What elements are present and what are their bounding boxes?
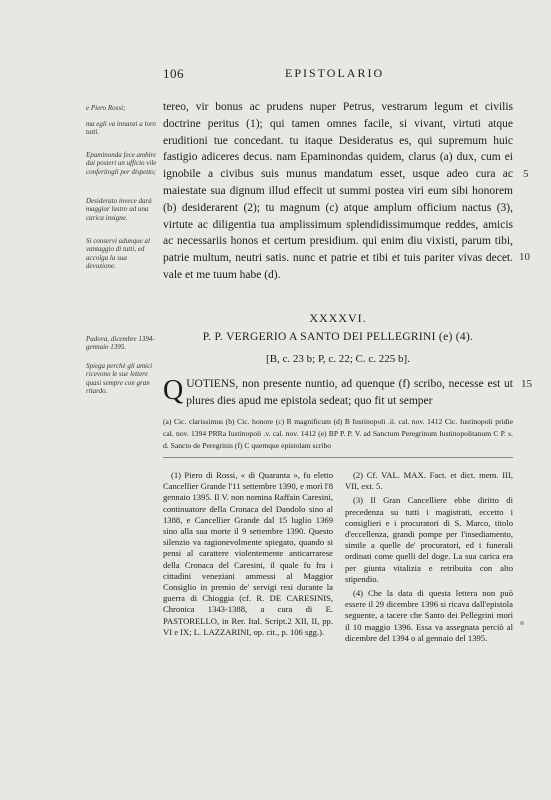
drop-cap: Q	[163, 375, 184, 406]
manuscript-sigla: [B, c. 23 b; P, c. 22; C. c. 225 b].	[266, 353, 410, 365]
running-title: EPISTOLARIO	[285, 66, 385, 80]
critical-apparatus: (a) Cic. clarissimus (b) Cic. honore (c) R magnificum (d) B Iustinopoli .ii. cal. nov. 1412 Cic. Iustinopoli pridie cal. nov. 1394 PRRa Iustinopoli .v. cal. nov. 1412 (e) BP P. P. V. ad Sanctum Peregrinum Iustinopolitanum C P. s. d. Sancto de Peregrinis (f) C quemque epistolam scribo	[163, 417, 513, 450]
incipit-text: UOTIENS, non presente nuntio, ad quenque (f) scribo, necesse est ut plures dies apud me epistola sedeat; quo fit ut semper	[186, 378, 513, 407]
marginal-note: Desiderato invece darà maggior lustro ad una carica insigne.	[86, 197, 152, 222]
footnotes-right-column	[345, 470, 513, 647]
marginal-note: ma egli va innanzi a loro tutti.	[86, 120, 156, 137]
main-text: tereo, vir bonus ac prudens nuper Petrus, vestrarum legum et civilis doctrine peritus (1); qui tamen omnes facile, si vivant, virtuti atque eruditioni tue concedant. tu itaque Desideratus es, qui supremum huic fastigio adiceres decus. nam Epaminondas quidem, clarus (a) dux, cum ei ignobile a civibus suis munus mandatum esset, usque adeo cura ac maiestate sua dignum illud effecit ut summi postea viri eum sibi honorem (b) desiderarent (2); tu magnum (c) atque amplum officium nactus (3), virtute ac diligentia tua amplissimum splendidissimumque reddes, amicis ac necessariis honos et certum presidium. qui enim diu vixisti, parum tibi, patrie multum, neutri satis. nunc et patrie et tibi et tuis pariter vivas decet. vale et me tuum habe (d).	[163, 101, 513, 281]
marginal-note: Epaminonda fece ambire dai posteri un ufficio vile conferitogli per dispetto;	[86, 151, 157, 176]
line-number: 5	[523, 168, 529, 180]
line-number: 10	[519, 251, 530, 263]
footnote: (4) Che la data di questa lettera non può essere il 29 dicembre 1396 si ricava dall'epistola seguente, a tacere che Santo dei Pellegrini morì il 10 maggio 1396. Essa va assegnata perciò al dicembre del 1394 o al gennaio del 1395.	[345, 588, 513, 643]
footnote: (3) Il Gran Cancelliere ebbe diritto di precedenza su tutti i magistrati, eccetto i consiglieri e i procuratori di S. Marco, titolo d'eccellenza, grandi pompe per l'insediamento, simile a quelle de' procuratori, ed i funerali ordinati come quelli del doge. La sua carica era per giunta vitalizia e retribuita con alto stipendio.	[345, 495, 513, 584]
footnotes-left-column	[163, 470, 333, 641]
marginal-note: Si conservi adunque al vantaggio di tutti, ed accolga la sua devozione.	[86, 237, 150, 271]
page-number: 106	[163, 66, 184, 81]
marginal-note: Spiega perchè gli amici ricevono le sue lettere quasi sempre con gran ritardo.	[86, 362, 153, 396]
footnote-rule	[163, 457, 513, 458]
letter-heading: P. P. VERGERIO A SANTO DEI PELLEGRINI (e) (4).	[202, 331, 474, 343]
letter-number: XXXXVI.	[309, 311, 367, 325]
footnote: (2) Cf. VAL. MAX. Fact. et dict. mem. III, VII, ext. 5.	[345, 470, 513, 492]
line-number: 15	[521, 378, 532, 390]
footnote: (1) Piero di Rossi, « di Quaranta », fu eletto Cancellier Grande l'11 settembre 1390, e morì l'8 gennaio 1395. Il V. non nomina Raffain Caresini, continuatore della Cronaca del Dandolo sino al 1388, e Cancellier Grande dal 15 luglio 1369 sino alla sua morte il 9 settembre 1390. Questo silenzio va ragionevolmente spiegato, quando si pensi al carattere violentemente anticarrarese della Cronaca del Caresini, il quale fu fra i cittadini veneziani ammessi al Maggior Consiglio in premio de' servigi resi durante la guerra di Chioggia (cf. R. DE CARESINIS, Chronica 1343-1388, a cura di E. PASTORELLO, in Rer. Ital. Script.2 XII, II, pp. VI e IX; L. LAZZARINI, op. cit., p. 106 sgg.).	[163, 470, 333, 637]
marginal-note: e Piero Rossi;	[86, 104, 126, 112]
letter-incipit	[163, 376, 513, 410]
marginal-note-date: Padova, dicembre 1394-gennaio 1395.	[86, 335, 155, 352]
page-blemish	[520, 621, 524, 625]
